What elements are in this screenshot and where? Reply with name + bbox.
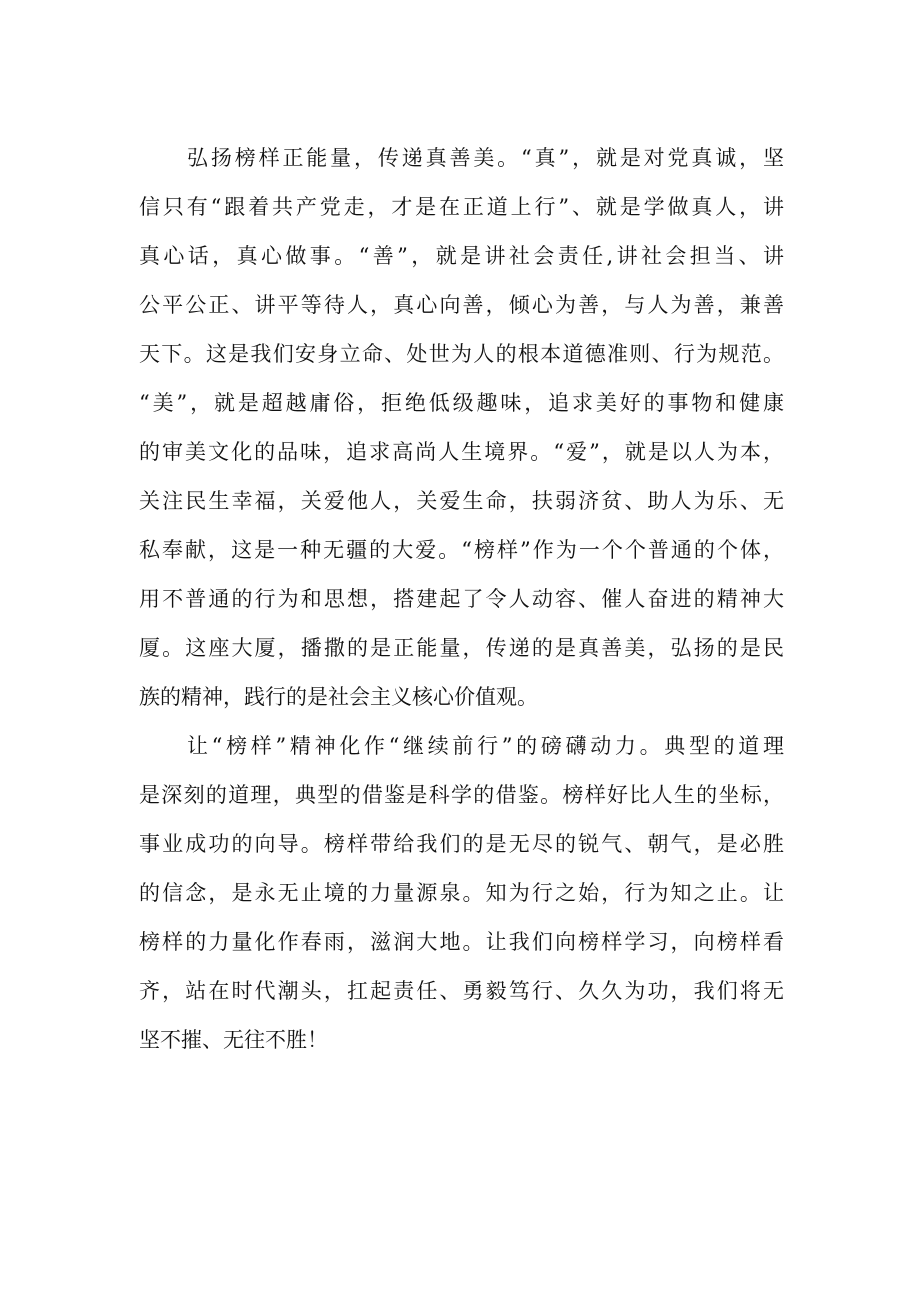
text-line: 信只有“跟着共产党走，才是在正道上行”、就是学做真人，讲 (139, 195, 784, 219)
text-line: 公平公正、讲平等待人，真心向善，倾心为善，与人为善，兼善 (139, 293, 784, 317)
text-line: 关注民生幸福，关爱他人，关爱生命，扶弱济贫、助人为乐、无 (139, 489, 784, 513)
text-line: 坚不摧、无往不胜！ (139, 1028, 328, 1052)
paragraph-1 (139, 134, 784, 722)
text-line: 用不普通的行为和思想，搭建起了令人动容、催人奋进的精神大 (139, 587, 784, 611)
text-line: 的信念，是永无止境的力量源泉。知为行之始，行为知之止。让 (139, 881, 784, 905)
text-line: 的审美文化的品味，追求高尚人生境界。“爱”，就是以人为本， (139, 440, 784, 464)
text-line: 天下。这是我们安身立命、处世为人的根本道德准则、行为规范。 (139, 342, 784, 366)
text-line: 族的精神，践行的是社会主义核心价值观。 (139, 685, 538, 709)
text-line: “美”，就是超越庸俗，拒绝低级趣味，追求美好的事物和健康 (139, 391, 784, 415)
text-line: 真心话，真心做事。“善”，就是讲社会责任,讲社会担当、讲 (139, 244, 784, 268)
text-line: 让“榜样”精神化作“继续前行”的磅礴动力。典型的道理 (187, 734, 784, 758)
paragraph-2 (139, 722, 784, 1065)
document-body (139, 134, 784, 1065)
text-line: 厦。这座大厦，播撒的是正能量，传递的是真善美，弘扬的是民 (139, 636, 784, 660)
text-line: 是深刻的道理，典型的借鉴是科学的借鉴。榜样好比人生的坐标， (139, 783, 784, 807)
text-line: 弘扬榜样正能量，传递真善美。“真”，就是对党真诚，坚 (187, 146, 784, 170)
text-line: 事业成功的向导。榜样带给我们的是无尽的锐气、朝气，是必胜 (139, 832, 784, 856)
text-line: 齐，站在时代潮头，扛起责任、勇毅笃行、久久为功，我们将无 (139, 979, 784, 1003)
text-line: 私奉献，这是一种无疆的大爱。“榜样”作为一个个普通的个体， (139, 538, 784, 562)
text-line: 榜样的力量化作春雨，滋润大地。让我们向榜样学习，向榜样看 (139, 930, 784, 954)
